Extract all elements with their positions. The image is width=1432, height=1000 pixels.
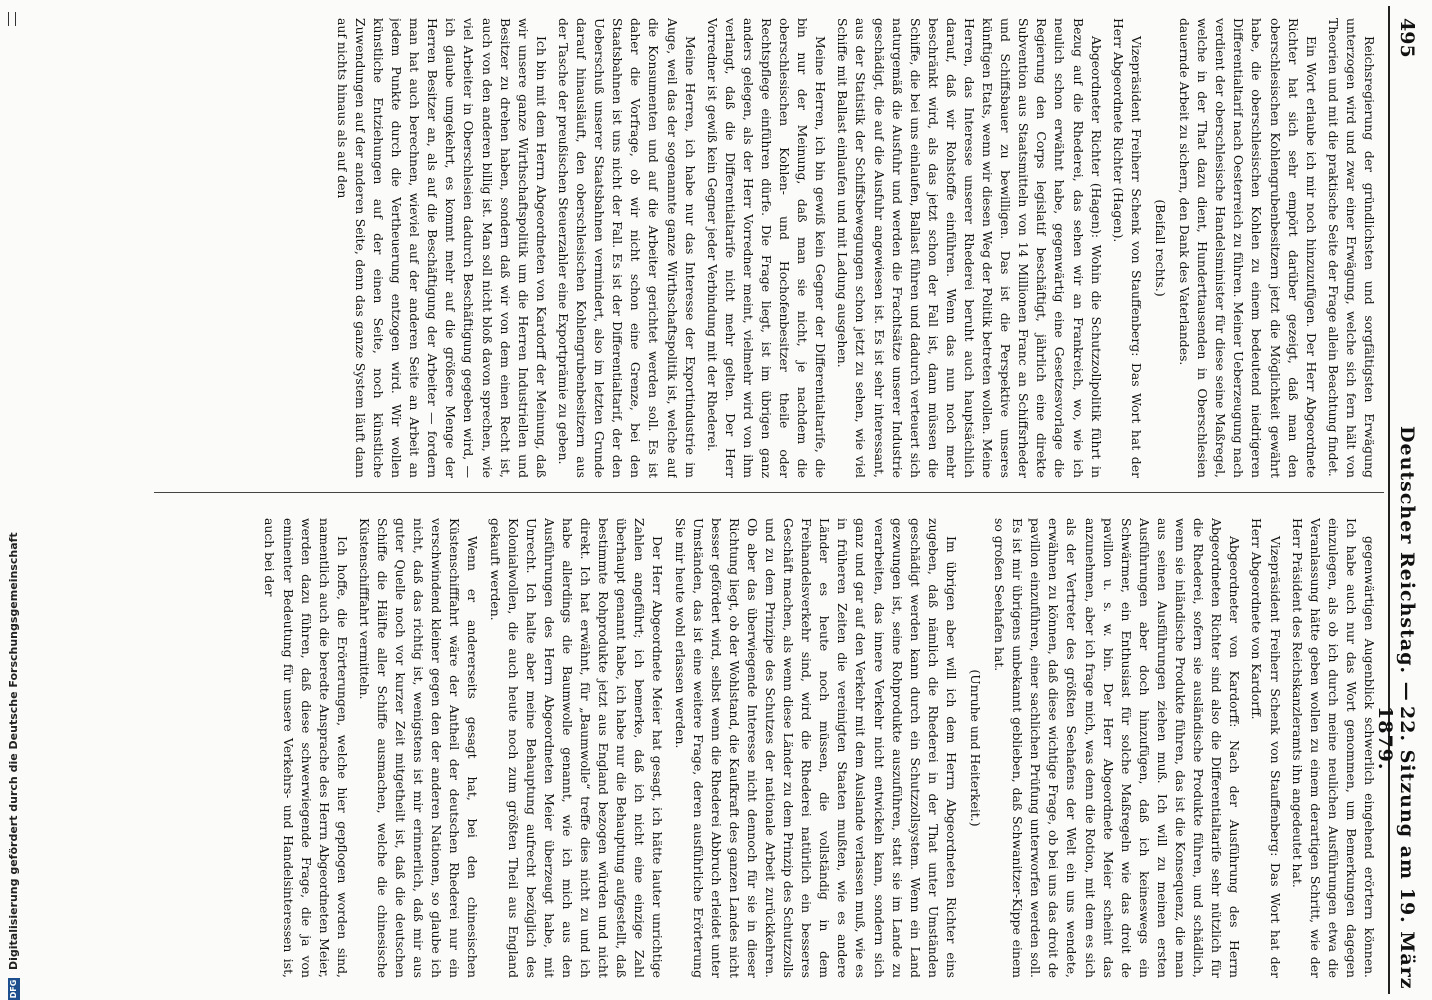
paragraph: Reichsregierung der gründlichsten und sorgfältigsten Erwägung unterzogen wird und zwar einer Erwägung, welche sich fern hält von Theorien und mit die praktische Seite der Frage allein Beachtung findet. (1325, 18, 1377, 478)
footer (2, 12, 32, 1000)
paragraph: Ein Wort erlaube ich mir noch hinzuzufügen. Der Herr Abgeordnete Richter hat sich sehr empört darüber gezeigt, daß man den oberschlesischen Kohlengrubenbesitzern jetzt die Möglichkeit gewährt habe, die oberschlesischen Kohlen zu einem bedeutend niedrigeren Differentialtarif nach Oesterreich zu führen. Meiner Ueberzeugung nach verdient der oberschlesische Handelsminister für diese seine Maßregel, welche in der That dazu dient, Hunderttausenden in Oberschlesien dauernde Arbeit zu sichern, den Dank des Vaterlandes. (1177, 18, 1319, 478)
stage-direction: (Beifall rechts.) (1152, 199, 1168, 297)
paragraph: Meine Herren, ich bin gewiß kein Gegner der Differentialtarife, die bin nur der Meinung, daß man sie nicht, je nachdem die oberschlesischen Kohlen- und Hochofenbesitzer theile oder Rechtspflege einführen dürfe. Die Frage liegt, ist im übrigen ganz anders gelegen, als der Herr Vorredner meint, vielmehr wird von ihm verlangt, daß die Differentialtarife nicht mehr gelten. Der Herr Vorredner ist gewiß kein Gegner jeder Verbindung mit der Rhederei. (704, 18, 829, 478)
right-text-column (168, 518, 1378, 978)
paragraph: gegenwärtigen Augenblick schwerlich eingehend erörtern können. Ich habe auch nur das Wort genommen, um Bemerkungen dagegen einzulegen, als ob ich durch meine neulichen Ausführungen etwa die Veranlassung hätte geben wollen zu einem derartigen Schritt, wie der Herr Präsident des Reichskanzleramts ihn angedeutet hat. (1289, 518, 1377, 978)
page-content-rotated (32, 6, 1424, 994)
paragraph: Ich bin mit dem Herrn Abgeordneten von Kardorff der Meinung, daß wir unsere ganze Wirthschaftspolitik um die Herren Industriellen und Besitzer zu drehen haben, sondern daß wir von dem einen Recht ist, auch von den anderen billig ist. Man soll nicht bloß davon sprechen, wie viel Arbeiter in Oberschlesien dadurch Beschäftigung gegeben wird, — ich glaube umgekehrt, es kommt mehr auf die größere Menge der Herren Besitzer an, als auf die Beschäftigung der Arbeiter — fordern man hat auch berechnen, wieviel auf der anderen Seite an Arbeit an jedem Punkte durch die Vertheuerung entzogen wird. Wir wollen künstliche Entziehungen auf der einen Seite, noch künstliche Zuwendungen auf der anderen Seite, denn das ganze System läuft dann auf nichts hinaus als auf den (334, 18, 549, 478)
paragraph: Abgeordneter von Kardorff: Nach der Ausführung des Herrn Abgeordneten Richter sind also die Differentialtarife sehr nützlich für die Rhederei, sofern sie ausländische Produkte führen, und schädlich, wenn sie inländische Produkte führen, das ist die Konsequenz, die man aus seinen Ausführungen ziehen muß. Ich will zu meinen ersten Ausführungen aber doch hinzufügen, daß ich keineswegs ein Schwärmer, ein Enthusiast für solche Maßregeln wie das droit de pavillon u. s. w. bin. Der Herr Abgeordnete Meier scheint das anzunehmen, aber ich frage mich, was denn die Rotion, mit dem es sich als der Vertreter des größten Seehafens der Welt ein uns wendete, erwähnen zu können, daß diese wichtige Frage, ob bei uns das droit de pavillon einzuführen, einer sachlichen Prüfung unterworfen werden soll. Es ist mir übrigens unbekannt geblieben, daß Schwanitzer-Kippe einem so großen Seehafen hat. (992, 518, 1243, 978)
paragraph: Meine Herren, ich habe nur das Interesse der Exportindustrie im Auge, weil das der sogenannte ganze Wirthschaftspolitik ist, welche auf die Konsumenten und auf die Arbeiter gerichtet werden soll. Es ist daher die Vorfrage, ob wir nicht schon eine Grenze, bei den Staatsbahnen ist uns nicht der Fall. Es ist der Differentialtarif, der den Ueberschuß unserer Staatsbahnen vermindert, also im letzten Grunde darauf hinausläuft, den oberschlesischen Kohlengrubenbesitzern aus der Tasche der preußischen Steuerzahler eine Exportprämie zu geben. (555, 18, 698, 478)
paragraph: Wenn er andererseits gesagt hat, bei den chinesischen Küstenschifffahrt wäre der Antheil der deutschen Rhederei nur ein verschwindend kleiner gegen den der anderen Nationen, so glaube ich nicht, daß das richtig ist, wenigstens ist mir erinnerlich, daß mir aus guter Quelle noch vor kurzer Zeit mitgetheilt ist, daß die deutschen Schiffe die Hälfte aller Schiffe ausmachen, welche die chinesische Küstenschifffahrt vermitteln. (356, 518, 481, 978)
paragraph: Abgeordneter Richter (Hagen): Wohin die Schutzzollpolitik führt in Bezug auf die Rhederei, das sehen wir an Frankreich, wo, wie ich neulich schon erwähnt habe, gegenwärtig eine Gesetzesvorlage die Regierung den Corps legislatif beschäftigt, jährlich eine direkte Subvention aus Staatsmitteln von 14 Millionen Franc an Schiffsrheder und Schiffsbauer zu bewilligen. Das ist die Perspektive unseres künftigen Etats, wenn wir diesen Weg der Politik betreten wollen. Meine Herren, das Interesse unserer Rhederei beruht auch hauptsächlich darauf, daß wir Rohstoffe einführen. Wenn das nun noch mehr beschränkt wird, als das jetzt schon der Fall ist, dann müssen die Schiffe, die bei uns einlaufen, Ballast führen und dadurch verteuert sich naturgemäß die Ausfuhr und werden die Frachtsätze unserer Industrie geschädigt, die auf die Ausfuhr angewiesen ist. Es ist sehr interessant, aus der Statistik der Schiffsbewegungen schon jetzt zu sehen, wie viel Schiffe mit Ballast einlaufen und mit Ladung ausgehen. (835, 18, 1104, 478)
session-date: 22. Sitzung am 19. März 1879. (1374, 706, 1418, 990)
journal-title: Deutscher Reichstag. — (1396, 426, 1418, 702)
digitization-credit: Digitalisierung gefördert durch die Deutsche Forschungsgemeinschaft (7, 532, 20, 970)
page-header (1374, 6, 1424, 994)
footer-strip (2, 0, 24, 1000)
paragraph: Der Herr Abgeordnete Meier hat gesagt, ich hätte lauter unrichtige Zahlen angeführt; ich bemerke, daß ich nicht eine einzige Zahl überhaupt genannt habe, ich habe nur die Behauptung aufgestellt, daß bestimmte Rohprodukte jetzt aus England bezogen würden und nicht direkt. Ich hat erwähnt, für „Baumwolle“ treffe dies nicht zu und ich habe allerdings die Baumwolle genannt, wie ich mich aus den Ausführungen des Herrn Abgeordneten Meier überzeugt habe, mit Unrecht. Ich halte aber meine Behauptung aufrecht bezüglich des Kolonialwollen, die auch heute noch zum größten Theil aus England gekauft werden. (487, 518, 666, 978)
paragraph: Vizepräsident Freiherr Schenk von Stauffenberg: Das Wort hat der Herr Abgeordnete Richter (Hagen). (1110, 18, 1144, 478)
page-number: 495 (1396, 18, 1418, 58)
paragraph: Ich hoffe, die Erörterungen, welche hier gepflogen worden sind, namentlich auch die beredte Ansprache des Herrn Abgeordneten Meier, werden dazu führen, daß diese schwerwiegende Frage, die ja von eminenter Bedeutung für unsere Verkehrs- und Handelsinteressen ist, auch bei der (262, 518, 350, 978)
paragraph: Vizepräsident Freiherr Schenk von Stauffenberg: Das Wort hat der Herr Abgeordnete von Kardorff. (1249, 518, 1283, 978)
paragraph: Im übrigen aber will ich dem Herrn Abgeordneten Richter eins zugeben, daß nämlich die Rhederei in der That unter Umständen geschädigt werden kann durch ein Schutzzollsystem. Wenn ein Land gezwungen ist, seine Rohprodukte auszuführen, statt sie im Lande zu verarbeiten, das innere Verkehr nicht entwickeln kann, sondern sich ganz und gar auf den Verkehr mit dem Auslande verlassen muß, wie es in früheren Zeiten die vereinigten Staaten mußten, wie es andere Länder es heute noch müssen, die vollständig in dem Freihandelsverkehr sind, wird die Rhederei natürlich ein besseres Geschäft machen, als wenn diese Länder zu dem Prinzip des Schutzzolls und zu dem Prinzipe des Schutzes der nationale Arbeit zurückkehren. Ob aber das überwiegende Interesse nicht dennoch für sie in dieser Richtung liegt, ob der Wohlstand, die Kaufkraft des ganzen Landes nicht besser gefördert wird, selbst wenn die Rhederei Abbruch erleidet unter Umständen, das ist eine weitere Frage, deren ausführliche Erörterung Sie mir heute wohl erlassen werden. (672, 518, 959, 978)
binding-mark (8, 12, 16, 26)
left-text-column (168, 18, 1378, 478)
column-divider (154, 492, 1384, 493)
dfg-logo: DFG (9, 979, 18, 999)
stage-direction: (Unruhe und Heiterkeit.) (968, 669, 984, 827)
